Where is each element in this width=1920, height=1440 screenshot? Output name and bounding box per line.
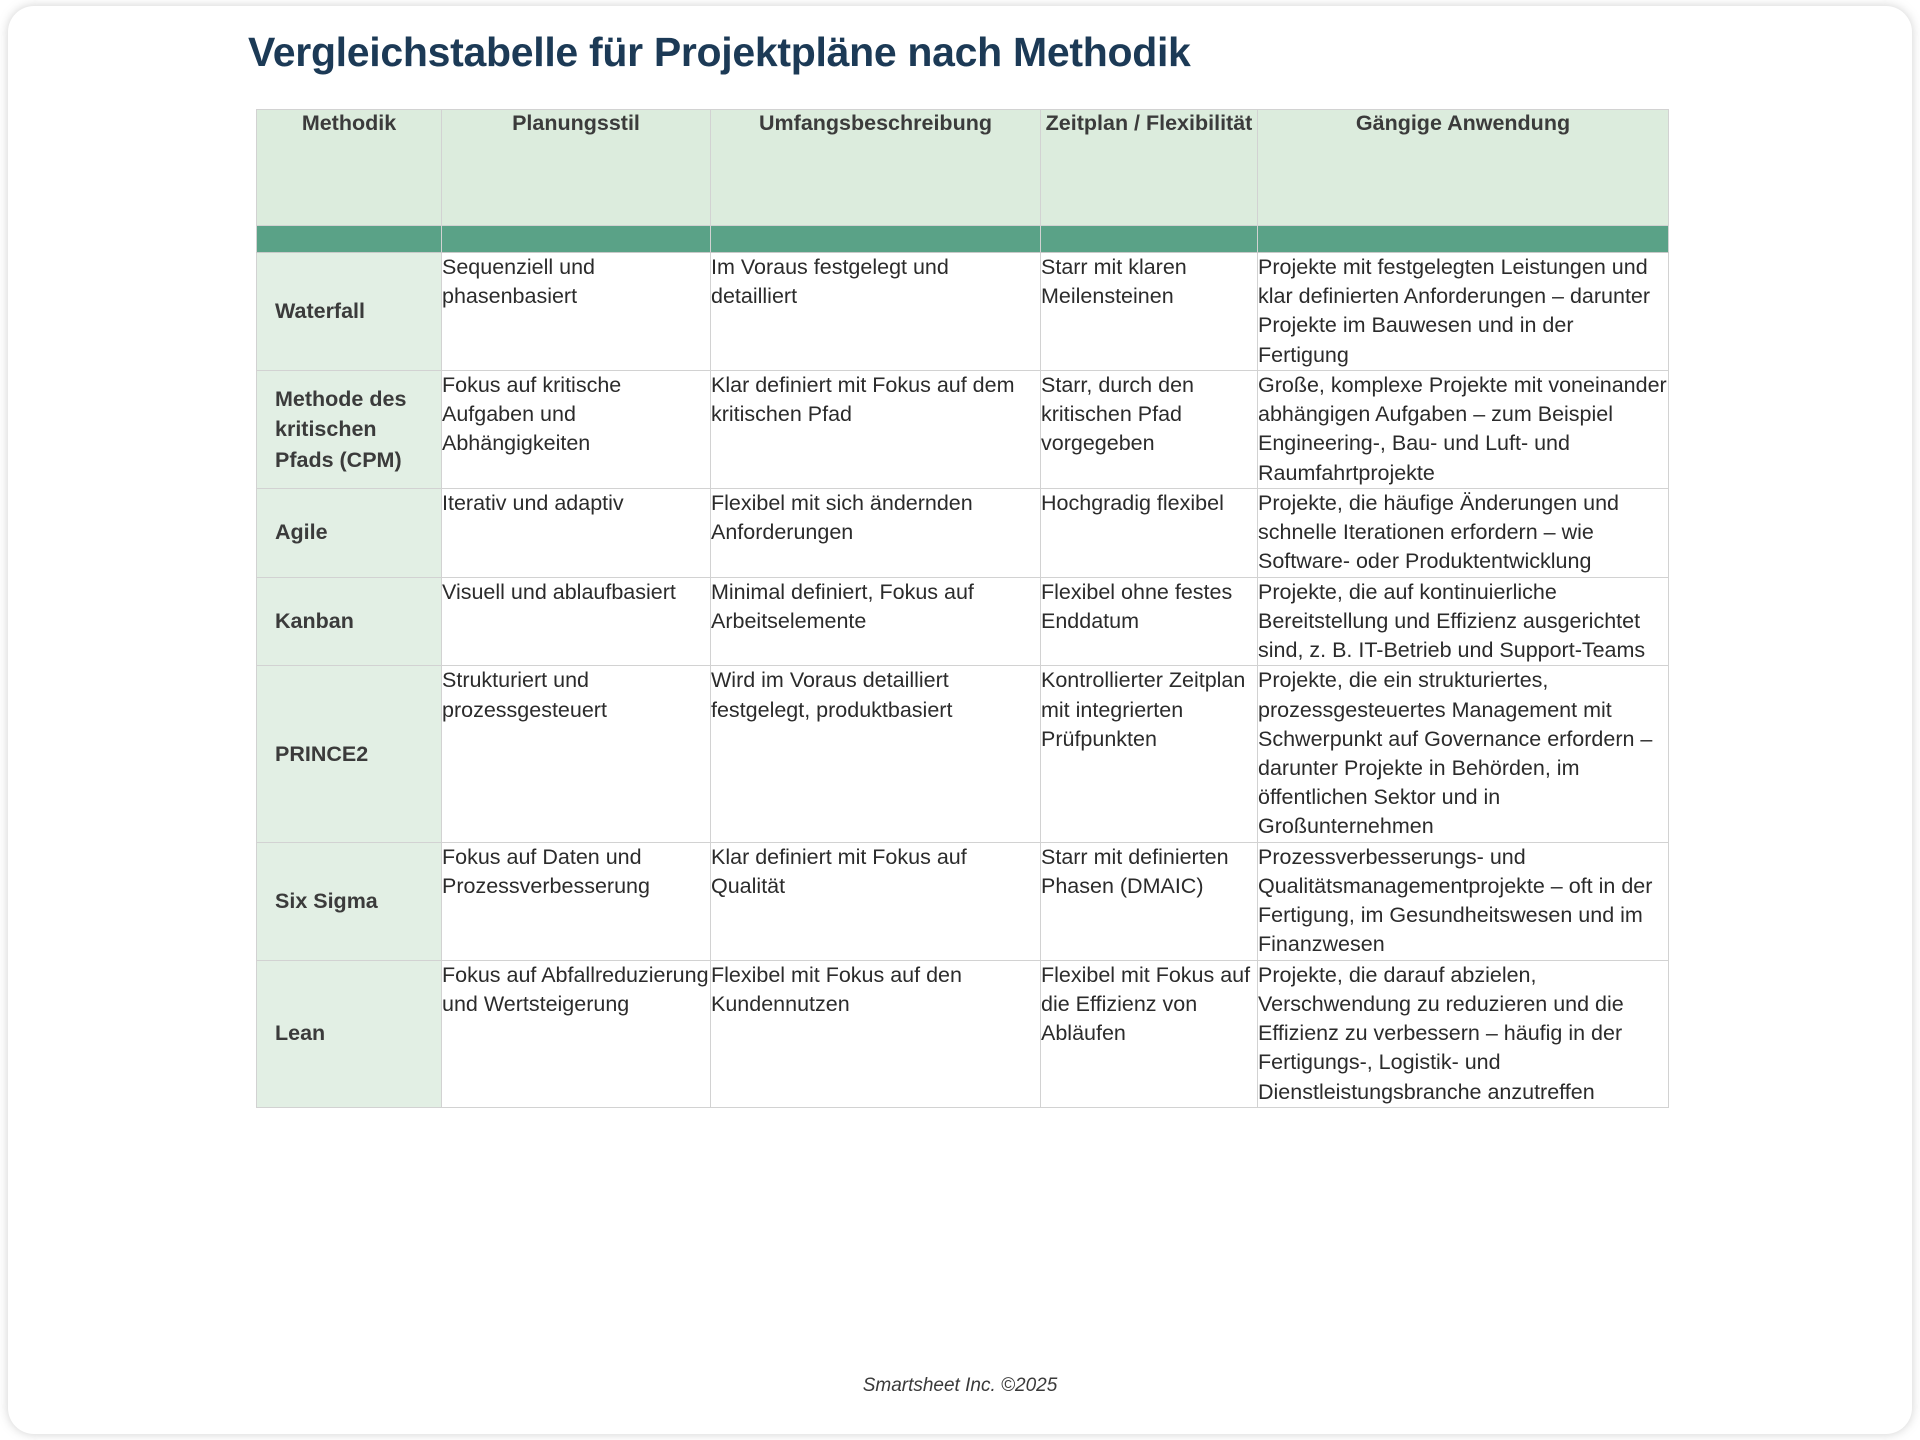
cell-planungsstil: Fokus auf Daten und Prozessverbesserung	[442, 842, 711, 960]
table-row	[257, 253, 1669, 371]
cell-methodik: PRINCE2	[257, 666, 442, 842]
cell-zeitplan-flexibilitaet: Starr mit definierten Phasen (DMAIC)	[1041, 842, 1258, 960]
cell-planungsstil: Strukturiert und prozessgesteuert	[442, 666, 711, 842]
cell-planungsstil: Fokus auf Abfallreduzierung und Wertsteigerung	[442, 960, 711, 1107]
cell-gaengige-anwendung: Große, komplexe Projekte mit voneinander abhängigen Aufgaben – zum Beispiel Engineering-, Bau- und Luft- und Raumfahrtprojekte	[1258, 370, 1669, 488]
cell-methodik: Methode des kritischen Pfads (CPM)	[257, 370, 442, 488]
table-row	[257, 842, 1669, 960]
cell-zeitplan-flexibilitaet: Flexibel ohne festes Enddatum	[1041, 577, 1258, 666]
cell-zeitplan-flexibilitaet: Hochgradig flexibel	[1041, 488, 1258, 577]
divider-cell	[711, 226, 1041, 253]
cell-gaengige-anwendung: Projekte, die häufige Änderungen und schnelle Iterationen erfordern – wie Software- oder Produktentwicklung	[1258, 488, 1669, 577]
cell-methodik: Agile	[257, 488, 442, 577]
column-header-gaengige-anwendung: Gängige Anwendung	[1258, 110, 1669, 226]
header-divider-band	[257, 226, 1669, 253]
comparison-table-wrapper	[256, 109, 1668, 1108]
cell-methodik: Six Sigma	[257, 842, 442, 960]
cell-gaengige-anwendung: Projekte, die darauf abzielen, Verschwendung zu reduzieren und die Effizienz zu verbessern – häufig in der Fertigungs-, Logistik- und Dienstleistungsbranche anzutreffen	[1258, 960, 1669, 1107]
cell-umfangsbeschreibung: Minimal definiert, Fokus auf Arbeitselemente	[711, 577, 1041, 666]
column-header-methodik: Methodik	[257, 110, 442, 226]
comparison-table	[256, 109, 1669, 1108]
cell-zeitplan-flexibilitaet: Flexibel mit Fokus auf die Effizienz von Abläufen	[1041, 960, 1258, 1107]
divider-cell	[1258, 226, 1669, 253]
cell-zeitplan-flexibilitaet: Starr, durch den kritischen Pfad vorgegeben	[1041, 370, 1258, 488]
cell-umfangsbeschreibung: Klar definiert mit Fokus auf dem kritischen Pfad	[711, 370, 1041, 488]
divider-cell	[257, 226, 442, 253]
cell-planungsstil: Sequenziell und phasenbasiert	[442, 253, 711, 371]
cell-umfangsbeschreibung: Wird im Voraus detailliert festgelegt, produktbasiert	[711, 666, 1041, 842]
cell-gaengige-anwendung: Prozessverbesserungs- und Qualitätsmanagementprojekte – oft in der Fertigung, im Gesundheitswesen und im Finanzwesen	[1258, 842, 1669, 960]
table-row	[257, 666, 1669, 842]
cell-planungsstil: Iterativ und adaptiv	[442, 488, 711, 577]
cell-zeitplan-flexibilitaet: Kontrollierter Zeitplan mit integrierten Prüfpunkten	[1041, 666, 1258, 842]
cell-planungsstil: Visuell und ablaufbasiert	[442, 577, 711, 666]
cell-planungsstil: Fokus auf kritische Aufgaben und Abhängigkeiten	[442, 370, 711, 488]
cell-gaengige-anwendung: Projekte, die ein strukturiertes, prozessgesteuertes Management mit Schwerpunkt auf Governance erfordern – darunter Projekte in Behörden, im öffentlichen Sektor und in Großunternehmen	[1258, 666, 1669, 842]
cell-methodik: Waterfall	[257, 253, 442, 371]
table-head	[257, 110, 1669, 226]
table-row	[257, 577, 1669, 666]
document-card	[8, 6, 1912, 1434]
table-body	[257, 226, 1669, 1108]
cell-umfangsbeschreibung: Im Voraus festgelegt und detailliert	[711, 253, 1041, 371]
column-header-planungsstil: Planungsstil	[442, 110, 711, 226]
divider-cell	[1041, 226, 1258, 253]
cell-gaengige-anwendung: Projekte mit festgelegten Leistungen und klar definierten Anforderungen – darunter Projekte im Bauwesen und in der Fertigung	[1258, 253, 1669, 371]
document-inner	[8, 6, 1912, 1434]
column-header-zeitplan-flexibilitaet: Zeitplan / Flexibilität	[1041, 110, 1258, 226]
footer-copyright: Smartsheet Inc. ©2025	[862, 1375, 1058, 1396]
table-row	[257, 488, 1669, 577]
cell-zeitplan-flexibilitaet: Starr mit klaren Meilensteinen	[1041, 253, 1258, 371]
cell-umfangsbeschreibung: Klar definiert mit Fokus auf Qualität	[711, 842, 1041, 960]
cell-methodik: Kanban	[257, 577, 442, 666]
cell-methodik: Lean	[257, 960, 442, 1107]
table-row	[257, 960, 1669, 1107]
header-row	[257, 110, 1669, 226]
cell-gaengige-anwendung: Projekte, die auf kontinuierliche Bereitstellung und Effizienz ausgerichtet sind, z. B. IT-Betrieb und Support-Teams	[1258, 577, 1669, 666]
cell-umfangsbeschreibung: Flexibel mit Fokus auf den Kundennutzen	[711, 960, 1041, 1107]
page-title: Vergleichstabelle für Projektpläne nach Methodik	[248, 29, 1191, 75]
divider-cell	[442, 226, 711, 253]
cell-umfangsbeschreibung: Flexibel mit sich ändernden Anforderungen	[711, 488, 1041, 577]
table-row	[257, 370, 1669, 488]
column-header-umfangsbeschreibung: Umfangsbeschreibung	[711, 110, 1041, 226]
